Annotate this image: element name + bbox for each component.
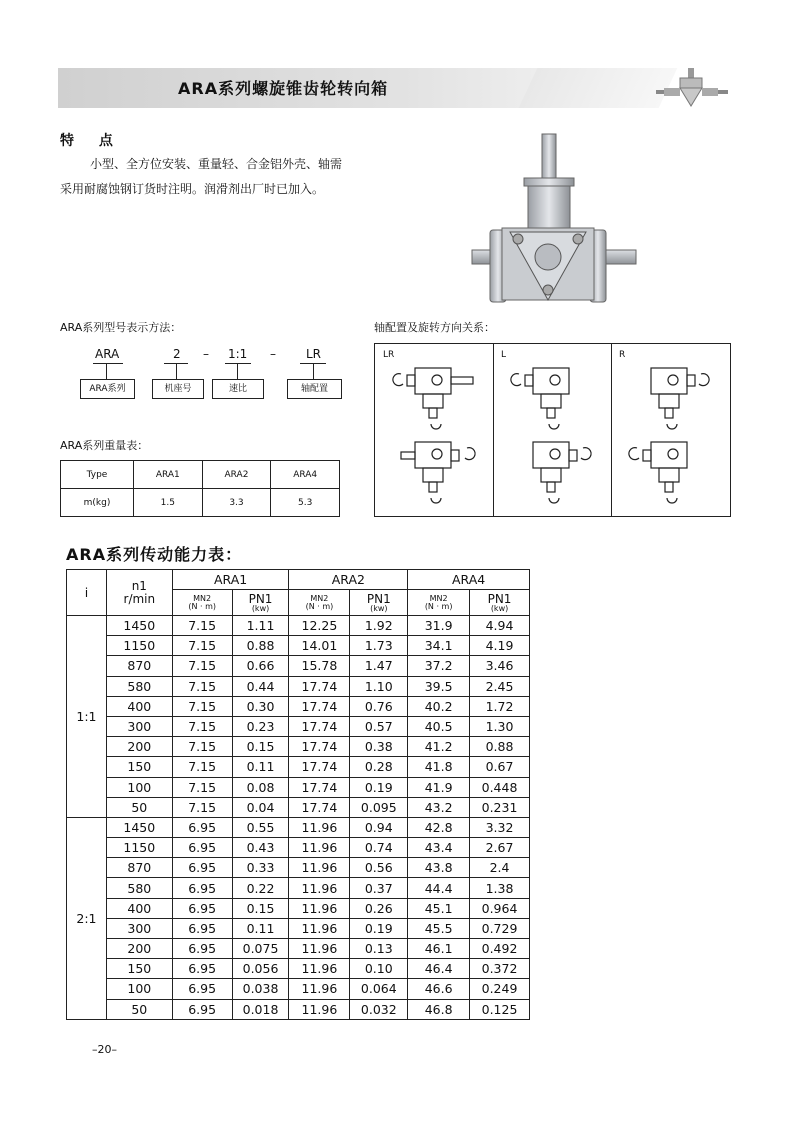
value-cell: 40.5 bbox=[408, 716, 470, 736]
capacity-heading: ARA系列传动能力表： bbox=[66, 545, 243, 564]
model-box-series: ARA系列 bbox=[80, 379, 135, 399]
table-row bbox=[67, 918, 530, 938]
value-cell: 0.56 bbox=[350, 858, 408, 878]
value-cell: 46.8 bbox=[408, 999, 470, 1019]
value-cell: 11.96 bbox=[289, 959, 350, 979]
value-cell: 45.1 bbox=[408, 898, 470, 918]
table-row bbox=[67, 999, 530, 1019]
speed-cell: 100 bbox=[106, 979, 172, 999]
value-cell: 1.73 bbox=[350, 636, 408, 656]
value-cell: 11.96 bbox=[289, 878, 350, 898]
value-cell: 6.95 bbox=[172, 999, 232, 1019]
value-cell: 40.2 bbox=[408, 696, 470, 716]
model-code-size: 2 bbox=[173, 347, 181, 361]
value-cell: 41.8 bbox=[408, 757, 470, 777]
table-row bbox=[67, 777, 530, 797]
ratio-cell: 2:1 bbox=[67, 817, 107, 1019]
value-cell: 0.231 bbox=[470, 797, 530, 817]
value-cell: 2.45 bbox=[470, 676, 530, 696]
value-cell: 0.04 bbox=[232, 797, 289, 817]
value-cell: 0.88 bbox=[470, 737, 530, 757]
features-text-line1: 小型、全方位安装、重量轻、合金铝外壳、轴需 bbox=[90, 157, 343, 171]
value-cell: 0.30 bbox=[232, 696, 289, 716]
weight-cell: m(kg) bbox=[61, 489, 134, 517]
value-cell: 0.33 bbox=[232, 858, 289, 878]
speed-cell: 100 bbox=[106, 777, 172, 797]
speed-cell: 300 bbox=[106, 918, 172, 938]
power-header: PN1 (kw) bbox=[350, 590, 408, 616]
model-code-series: ARA bbox=[95, 347, 120, 361]
value-cell: 0.76 bbox=[350, 696, 408, 716]
model-header-ara1: ARA1 bbox=[172, 570, 289, 590]
speed-cell: 1450 bbox=[106, 616, 172, 636]
value-cell: 1.11 bbox=[232, 616, 289, 636]
table-row bbox=[67, 817, 530, 837]
model-header-ara2: ARA2 bbox=[289, 570, 408, 590]
weight-header-cell: Type bbox=[61, 461, 134, 489]
model-heading: ARA系列型号表示方法： bbox=[60, 321, 182, 334]
value-cell: 0.57 bbox=[350, 716, 408, 736]
table-row bbox=[67, 959, 530, 979]
table-row bbox=[67, 797, 530, 817]
value-cell: 0.74 bbox=[350, 838, 408, 858]
value-cell: 46.6 bbox=[408, 979, 470, 999]
value-cell: 15.78 bbox=[289, 656, 350, 676]
weight-heading: ARA系列重量表： bbox=[60, 439, 149, 452]
value-cell: 0.448 bbox=[470, 777, 530, 797]
speed-unit: r/min bbox=[123, 591, 156, 606]
model-connector bbox=[176, 363, 177, 379]
weight-header-cell: ARA4 bbox=[271, 461, 340, 489]
value-cell: 1.72 bbox=[470, 696, 530, 716]
value-cell: 11.96 bbox=[289, 999, 350, 1019]
value-cell: 0.075 bbox=[232, 939, 289, 959]
value-cell: 0.19 bbox=[350, 777, 408, 797]
axis-label-lr: LR bbox=[383, 350, 395, 360]
weight-row bbox=[61, 489, 340, 517]
page-title: ARA系列螺旋锥齿轮转向箱 bbox=[178, 79, 389, 98]
value-cell: 0.55 bbox=[232, 817, 289, 837]
table-row bbox=[67, 656, 530, 676]
value-cell: 0.249 bbox=[470, 979, 530, 999]
table-row bbox=[67, 878, 530, 898]
value-cell: 0.056 bbox=[232, 959, 289, 979]
axis-config-diagram bbox=[374, 343, 731, 517]
value-cell: 0.37 bbox=[350, 878, 408, 898]
value-cell: 45.5 bbox=[408, 918, 470, 938]
table-row bbox=[67, 858, 530, 878]
page-number: –20– bbox=[92, 1043, 117, 1056]
value-cell: 11.96 bbox=[289, 838, 350, 858]
model-underline bbox=[225, 363, 251, 364]
value-cell: 0.11 bbox=[232, 918, 289, 938]
axis-config-drawings bbox=[375, 344, 730, 516]
value-cell: 6.95 bbox=[172, 838, 232, 858]
value-cell: 0.88 bbox=[232, 636, 289, 656]
value-cell: 43.4 bbox=[408, 838, 470, 858]
value-cell: 0.032 bbox=[350, 999, 408, 1019]
features-text-line2: 采用耐腐蚀钢订货时注明。润滑剂出厂时已加入。 bbox=[60, 182, 325, 196]
speed-cell: 150 bbox=[106, 959, 172, 979]
value-cell: 0.44 bbox=[232, 676, 289, 696]
value-cell: 0.08 bbox=[232, 777, 289, 797]
capacity-table bbox=[66, 569, 530, 1020]
value-cell: 7.15 bbox=[172, 696, 232, 716]
value-cell: 7.15 bbox=[172, 616, 232, 636]
value-cell: 7.15 bbox=[172, 716, 232, 736]
value-cell: 7.15 bbox=[172, 737, 232, 757]
model-code-dash2: – bbox=[270, 347, 276, 361]
weight-header-cell: ARA1 bbox=[134, 461, 203, 489]
power-header: PN1 (kw) bbox=[470, 590, 530, 616]
model-connector bbox=[313, 363, 314, 379]
model-box-axis: 轴配置 bbox=[287, 379, 342, 399]
value-cell: 7.15 bbox=[172, 656, 232, 676]
axis-label-l: L bbox=[501, 350, 507, 360]
value-cell: 6.95 bbox=[172, 858, 232, 878]
model-connector bbox=[237, 363, 238, 379]
table-row bbox=[67, 737, 530, 757]
weight-table bbox=[60, 460, 340, 517]
value-cell: 7.15 bbox=[172, 797, 232, 817]
value-cell: 6.95 bbox=[172, 939, 232, 959]
value-cell: 7.15 bbox=[172, 636, 232, 656]
speed-cell: 200 bbox=[106, 737, 172, 757]
col-ratio-header: i bbox=[67, 570, 107, 616]
value-cell: 2.67 bbox=[470, 838, 530, 858]
value-cell: 11.96 bbox=[289, 939, 350, 959]
weight-header-cell: ARA2 bbox=[202, 461, 271, 489]
value-cell: 0.125 bbox=[470, 999, 530, 1019]
model-underline bbox=[93, 363, 123, 364]
weight-header-row bbox=[61, 461, 340, 489]
col-speed-header bbox=[106, 570, 172, 616]
value-cell: 0.10 bbox=[350, 959, 408, 979]
value-cell: 12.25 bbox=[289, 616, 350, 636]
speed-cell: 400 bbox=[106, 696, 172, 716]
value-cell: 17.74 bbox=[289, 676, 350, 696]
speed-symbol: n1 bbox=[131, 578, 147, 593]
speed-cell: 870 bbox=[106, 858, 172, 878]
value-cell: 46.4 bbox=[408, 959, 470, 979]
model-code-axis: LR bbox=[306, 347, 322, 361]
value-cell: 43.8 bbox=[408, 858, 470, 878]
value-cell: 0.67 bbox=[470, 757, 530, 777]
capacity-body bbox=[67, 616, 530, 1020]
value-cell: 46.1 bbox=[408, 939, 470, 959]
value-cell: 11.96 bbox=[289, 898, 350, 918]
value-cell: 17.74 bbox=[289, 696, 350, 716]
model-box-size: 机座号 bbox=[152, 379, 204, 399]
value-cell: 11.96 bbox=[289, 817, 350, 837]
torque-header: MN2 (N · m) bbox=[172, 590, 232, 616]
value-cell: 0.23 bbox=[232, 716, 289, 736]
table-row bbox=[67, 636, 530, 656]
value-cell: 42.8 bbox=[408, 817, 470, 837]
value-cell: 0.38 bbox=[350, 737, 408, 757]
model-code-ratio: 1:1 bbox=[228, 347, 248, 361]
value-cell: 31.9 bbox=[408, 616, 470, 636]
table-row bbox=[67, 676, 530, 696]
value-cell: 1.10 bbox=[350, 676, 408, 696]
speed-cell: 400 bbox=[106, 898, 172, 918]
table-row bbox=[67, 939, 530, 959]
value-cell: 0.372 bbox=[470, 959, 530, 979]
page-header bbox=[58, 68, 738, 108]
value-cell: 11.96 bbox=[289, 858, 350, 878]
value-cell: 1.38 bbox=[470, 878, 530, 898]
value-cell: 0.28 bbox=[350, 757, 408, 777]
value-cell: 3.32 bbox=[470, 817, 530, 837]
value-cell: 0.15 bbox=[232, 737, 289, 757]
weight-cell: 3.3 bbox=[202, 489, 271, 517]
torque-header: MN2 (N · m) bbox=[289, 590, 350, 616]
value-cell: 17.74 bbox=[289, 757, 350, 777]
value-cell: 1.47 bbox=[350, 656, 408, 676]
speed-cell: 870 bbox=[106, 656, 172, 676]
value-cell: 6.95 bbox=[172, 959, 232, 979]
speed-cell: 150 bbox=[106, 757, 172, 777]
model-connector bbox=[106, 363, 107, 379]
value-cell: 6.95 bbox=[172, 878, 232, 898]
gearbox-thumbnail bbox=[650, 68, 740, 108]
value-cell: 4.19 bbox=[470, 636, 530, 656]
value-cell: 0.66 bbox=[232, 656, 289, 676]
value-cell: 11.96 bbox=[289, 918, 350, 938]
value-cell: 0.26 bbox=[350, 898, 408, 918]
value-cell: 0.064 bbox=[350, 979, 408, 999]
table-row bbox=[67, 757, 530, 777]
value-cell: 0.964 bbox=[470, 898, 530, 918]
value-cell: 7.15 bbox=[172, 757, 232, 777]
value-cell: 0.729 bbox=[470, 918, 530, 938]
value-cell: 37.2 bbox=[408, 656, 470, 676]
value-cell: 0.095 bbox=[350, 797, 408, 817]
gearbox-product-image bbox=[462, 132, 642, 310]
value-cell: 43.2 bbox=[408, 797, 470, 817]
value-cell: 0.13 bbox=[350, 939, 408, 959]
speed-cell: 200 bbox=[106, 939, 172, 959]
value-cell: 44.4 bbox=[408, 878, 470, 898]
value-cell: 6.95 bbox=[172, 918, 232, 938]
features-heading: 特 点 bbox=[60, 133, 123, 149]
table-row bbox=[67, 716, 530, 736]
value-cell: 4.94 bbox=[470, 616, 530, 636]
table-row bbox=[67, 696, 530, 716]
value-cell: 2.4 bbox=[470, 858, 530, 878]
table-row bbox=[67, 838, 530, 858]
value-cell: 17.74 bbox=[289, 777, 350, 797]
axis-heading: 轴配置及旋转方向关系： bbox=[374, 321, 495, 334]
value-cell: 0.11 bbox=[232, 757, 289, 777]
model-header-ara4: ARA4 bbox=[408, 570, 530, 590]
speed-cell: 1450 bbox=[106, 817, 172, 837]
axis-label-r: R bbox=[619, 350, 626, 360]
value-cell: 11.96 bbox=[289, 979, 350, 999]
value-cell: 0.018 bbox=[232, 999, 289, 1019]
value-cell: 17.74 bbox=[289, 797, 350, 817]
value-cell: 34.1 bbox=[408, 636, 470, 656]
value-cell: 17.74 bbox=[289, 716, 350, 736]
value-cell: 6.95 bbox=[172, 817, 232, 837]
capacity-header-row bbox=[67, 570, 530, 590]
value-cell: 1.30 bbox=[470, 716, 530, 736]
ratio-cell: 1:1 bbox=[67, 616, 107, 818]
weight-cell: 1.5 bbox=[134, 489, 203, 517]
table-row bbox=[67, 616, 530, 636]
weight-cell: 5.3 bbox=[271, 489, 340, 517]
value-cell: 0.22 bbox=[232, 878, 289, 898]
speed-cell: 50 bbox=[106, 797, 172, 817]
model-box-ratio: 速比 bbox=[212, 379, 264, 399]
value-cell: 0.15 bbox=[232, 898, 289, 918]
speed-cell: 580 bbox=[106, 878, 172, 898]
value-cell: 0.492 bbox=[470, 939, 530, 959]
table-row bbox=[67, 979, 530, 999]
value-cell: 7.15 bbox=[172, 676, 232, 696]
value-cell: 39.5 bbox=[408, 676, 470, 696]
table-row bbox=[67, 898, 530, 918]
value-cell: 17.74 bbox=[289, 737, 350, 757]
speed-cell: 1150 bbox=[106, 636, 172, 656]
value-cell: 0.94 bbox=[350, 817, 408, 837]
value-cell: 6.95 bbox=[172, 979, 232, 999]
value-cell: 0.038 bbox=[232, 979, 289, 999]
speed-cell: 50 bbox=[106, 999, 172, 1019]
speed-cell: 580 bbox=[106, 676, 172, 696]
value-cell: 6.95 bbox=[172, 898, 232, 918]
value-cell: 0.19 bbox=[350, 918, 408, 938]
speed-cell: 300 bbox=[106, 716, 172, 736]
value-cell: 0.43 bbox=[232, 838, 289, 858]
value-cell: 41.2 bbox=[408, 737, 470, 757]
value-cell: 1.92 bbox=[350, 616, 408, 636]
value-cell: 41.9 bbox=[408, 777, 470, 797]
power-header: PN1 (kw) bbox=[232, 590, 289, 616]
value-cell: 7.15 bbox=[172, 777, 232, 797]
speed-cell: 1150 bbox=[106, 838, 172, 858]
value-cell: 14.01 bbox=[289, 636, 350, 656]
value-cell: 3.46 bbox=[470, 656, 530, 676]
torque-header: MN2 (N · m) bbox=[408, 590, 470, 616]
model-code-dash1: – bbox=[203, 347, 209, 361]
